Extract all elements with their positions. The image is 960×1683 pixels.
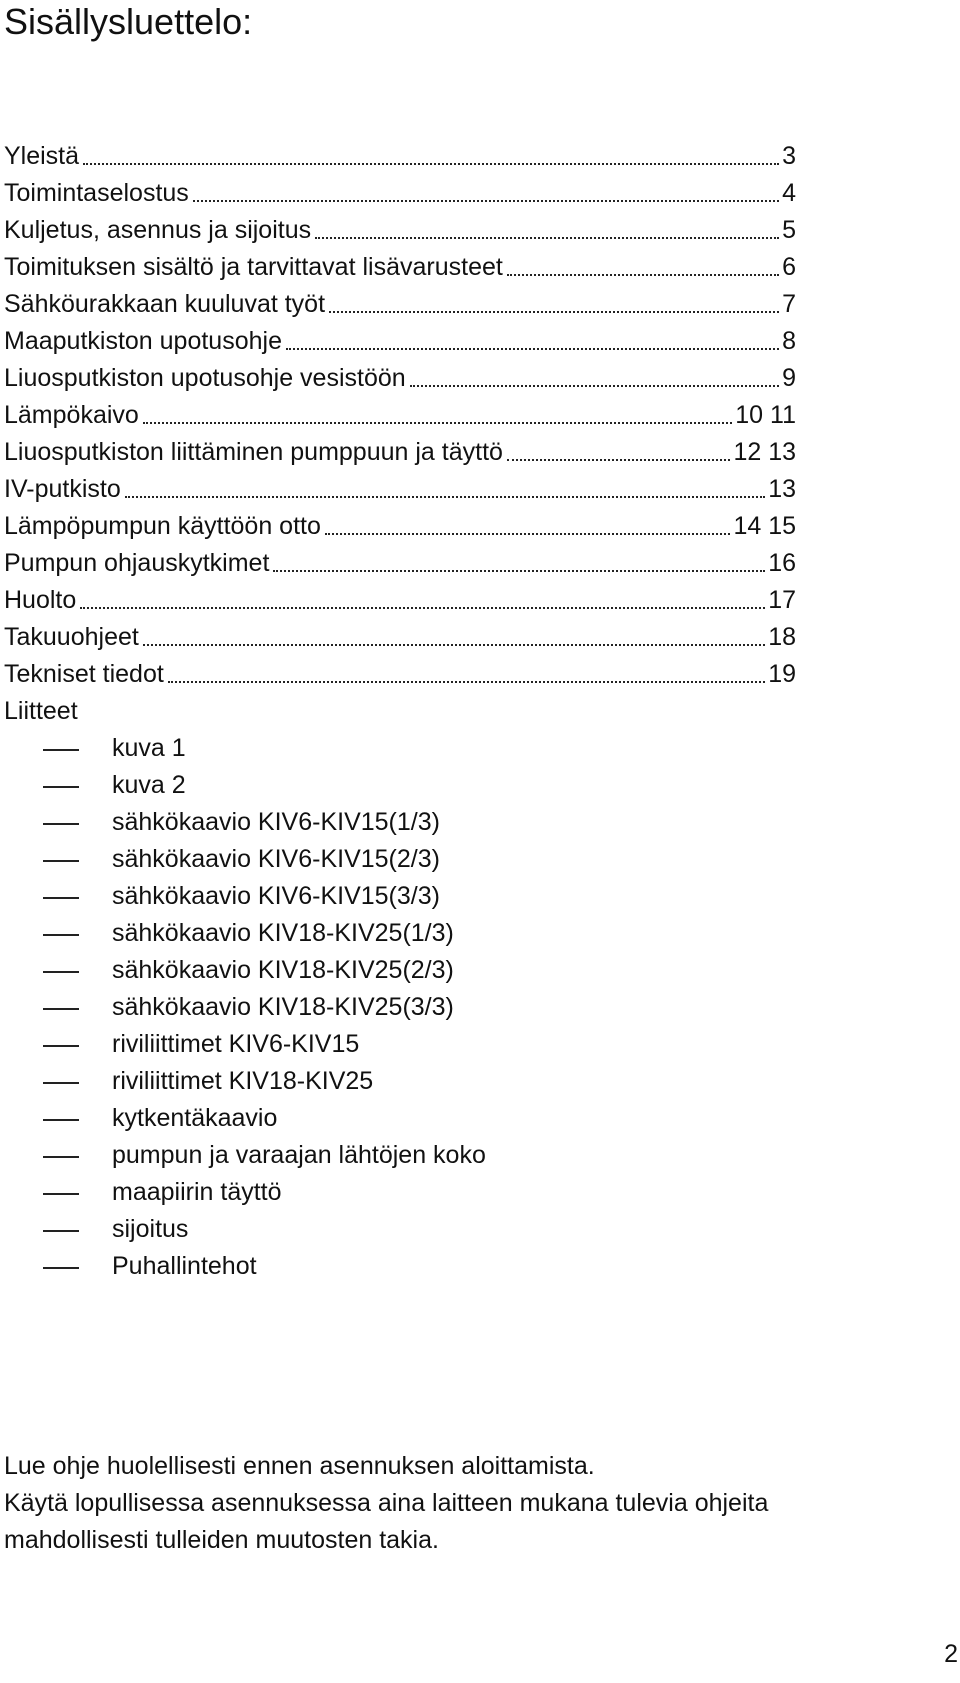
attachment-item [4,952,796,989]
toc-entry[interactable] [4,434,796,471]
toc-leader-dots [143,635,765,646]
attachment-item [4,1026,796,1063]
toc-entry[interactable] [4,508,796,545]
toc-leader-dots [507,450,731,461]
attachment-label: sähkökaavio KIV18-KIV25(3/3) [112,993,454,1021]
attachment-item [4,1137,796,1174]
attachment-label: kuva 1 [112,734,186,762]
dash-bullet [43,1008,79,1010]
toc-leader-dots [315,228,779,239]
toc-entry-title: Kuljetus, asennus ja sijoitus [4,216,312,244]
toc-entry-title: Huolto [4,586,77,614]
attachment-label: riviliittimet KIV6-KIV15 [112,1030,360,1058]
dash-bullet [43,971,79,973]
note-line: Lue ohje huolellisesti ennen asennuksen aloittamista. [4,1452,595,1480]
page-title: Sisällysluettelo: [4,1,253,42]
toc-entry-title: Liuosputkiston liittäminen pumppuun ja täyttö [4,438,503,466]
attachment-item [4,804,796,841]
attachment-item [4,915,796,952]
toc-entry[interactable] [4,175,796,212]
toc-entry[interactable] [4,138,796,175]
attachment-item [4,1248,796,1285]
attachment-item [4,730,796,767]
toc-entry-page: 14 15 [733,512,796,540]
toc-entry-page: 17 [768,586,796,614]
toc-entry-page: 18 [768,623,796,651]
dash-bullet [43,1119,79,1121]
toc-entry-title: Toimintaselostus [4,179,189,207]
toc-entry-page: 9 [782,364,796,392]
toc-leader-dots [80,598,765,609]
toc-leader-dots [193,191,779,202]
dash-bullet [43,860,79,862]
attachment-item [4,1100,796,1137]
toc-entry-page: 16 [768,549,796,577]
installation-note [4,1448,954,1559]
toc-entry-title: Tekniset tiedot [4,660,164,688]
attachment-item [4,767,796,804]
dash-bullet [43,1082,79,1084]
toc-entry-page: 6 [782,253,796,281]
attachment-label: sähkökaavio KIV18-KIV25(2/3) [112,956,454,984]
toc-entry[interactable] [4,471,796,508]
toc-leader-dots [410,376,779,387]
toc-entry-page: 7 [782,290,796,318]
toc-entry[interactable] [4,212,796,249]
toc-leader-dots [325,524,731,535]
toc-leader-dots [168,672,765,683]
toc-entry[interactable] [4,323,796,360]
toc-entry-page: 5 [782,216,796,244]
attachment-label: riviliittimet KIV18-KIV25 [112,1067,374,1095]
toc-leader-dots [273,561,765,572]
toc-entry[interactable] [4,545,796,582]
dash-bullet [43,1230,79,1232]
dash-bullet [43,786,79,788]
toc-entry-title: Sähköurakkaan kuuluvat työt [4,290,326,318]
toc-entry-title: Takuuohjeet [4,623,139,651]
toc-entry-page: 19 [768,660,796,688]
toc-entry-title: Maaputkiston upotusohje [4,327,282,355]
dash-bullet [43,1193,79,1195]
toc-entry[interactable] [4,582,796,619]
toc-entry-title: Liuosputkiston upotusohje vesistöön [4,364,406,392]
attachment-label: kuva 2 [112,771,186,799]
note-line: Käytä lopullisessa asennuksessa aina laitteen mukana tulevia ohjeita [4,1489,769,1517]
toc-leader-dots [125,487,765,498]
toc-entry-page: 3 [782,142,796,170]
dash-bullet [43,823,79,825]
toc-entry-title: Lämpöpumpun käyttöön otto [4,512,321,540]
toc-entry-page: 4 [782,179,796,207]
toc-entry-page: 12 13 [733,438,796,466]
toc-entry-page: 10 11 [735,401,796,429]
note-line: mahdollisesti tulleiden muutosten takia. [4,1526,439,1554]
toc-entry-title: Pumpun ohjauskytkimet [4,549,270,577]
attachment-item [4,1211,796,1248]
toc-entry-title: IV-putkisto [4,475,121,503]
toc-entry-title: Lämpökaivo [4,401,139,429]
dash-bullet [43,897,79,899]
attachment-label: sähkökaavio KIV6-KIV15(1/3) [112,808,440,836]
toc-entry-title: Toimituksen sisältö ja tarvittavat lisävarusteet [4,253,503,281]
page-number: 2 [944,1640,958,1668]
toc-entry[interactable] [4,249,796,286]
toc-entry-page: 8 [782,327,796,355]
dash-bullet [43,749,79,751]
toc-leader-dots [286,339,779,350]
attachment-label: sijoitus [112,1215,189,1243]
dash-bullet [43,1267,79,1269]
attachment-label: pumpun ja varaajan lähtöjen koko [112,1141,486,1169]
attachment-label: Puhallintehot [112,1252,257,1280]
attachment-label: kytkentäkaavio [112,1104,278,1132]
dash-bullet [43,1045,79,1047]
attachment-item [4,1063,796,1100]
attachment-label: sähkökaavio KIV6-KIV15(3/3) [112,882,440,910]
attachment-item [4,841,796,878]
dash-bullet [43,1156,79,1158]
attachments-heading: Liitteet [4,697,78,725]
toc-leader-dots [143,413,732,424]
attachment-item [4,989,796,1026]
attachment-item [4,1174,796,1211]
toc-entry[interactable] [4,619,796,656]
toc-leader-dots [329,302,779,313]
toc-entry[interactable] [4,397,796,434]
toc-entry-page: 13 [768,475,796,503]
toc-entry[interactable] [4,656,796,693]
toc-leader-dots [83,154,779,165]
toc-entry-title: Yleistä [4,142,80,170]
table-of-contents [4,138,796,1285]
toc-entry[interactable] [4,360,796,397]
attachment-label: sähkökaavio KIV6-KIV15(2/3) [112,845,440,873]
toc-leader-dots [507,265,779,276]
attachment-label: sähkökaavio KIV18-KIV25(1/3) [112,919,454,947]
dash-bullet [43,934,79,936]
toc-entry[interactable] [4,286,796,323]
attachment-item [4,878,796,915]
attachment-label: maapiirin täyttö [112,1178,282,1206]
